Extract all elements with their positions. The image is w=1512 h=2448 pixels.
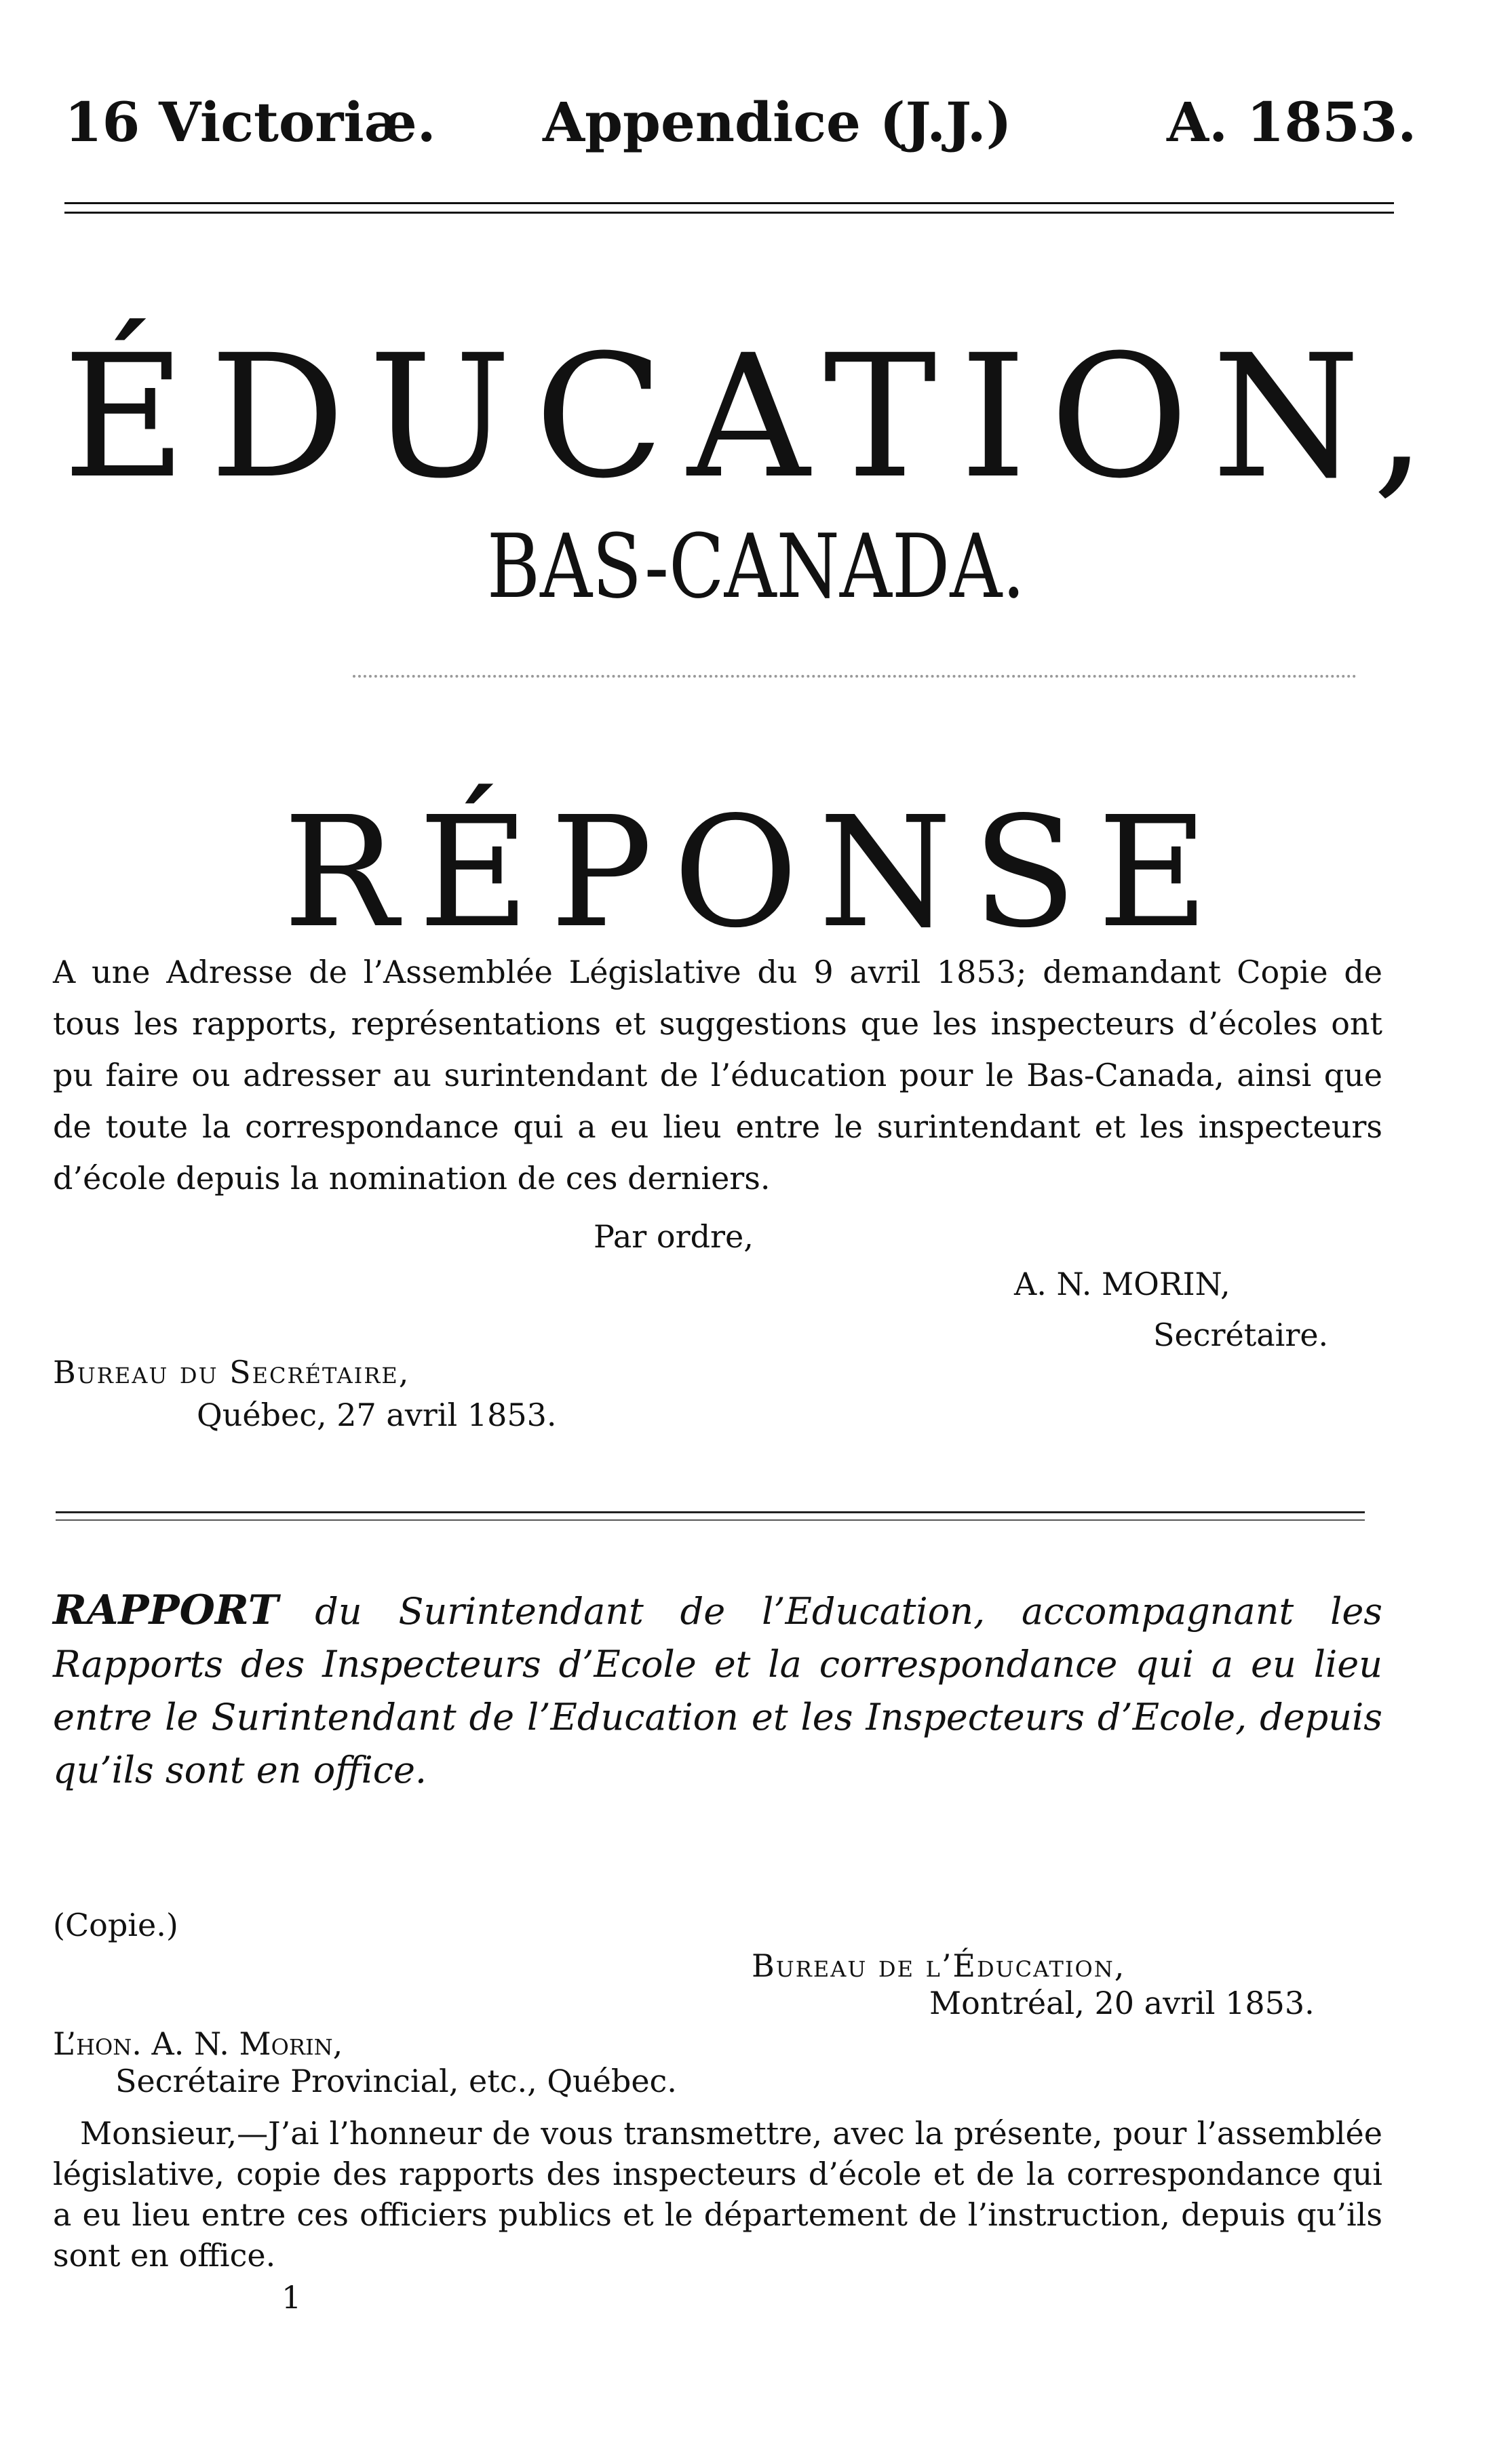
header-session: 16 Victoriæ.	[64, 90, 436, 154]
dotted-divider	[353, 675, 1357, 678]
secretaire-place-date: Québec, 27 avril 1853.	[197, 1397, 557, 1433]
title-reponse: RÉPONSE	[283, 784, 1229, 962]
letter-body-text: Monsieur,—J’ai l’honneur de vous transmettre, avec la présente, pour l’assemblée législative, copie des rapports des inspecteurs d’école et de la correspondance qui a eu lieu entre ces officiers publics et le département de l’instruction, depuis qu’ils sont en office.	[53, 2115, 1382, 2274]
rapport-lead: RAPPORT	[53, 1587, 279, 1634]
letter-place-date: Montréal, 20 avril 1853.	[929, 1985, 1315, 2021]
letter-body	[53, 2113, 1382, 2276]
rapport-heading	[53, 1584, 1382, 1797]
header-rule-top	[64, 202, 1394, 204]
copie-label: (Copie.)	[53, 1907, 178, 1943]
signatory-name: A. N. MORIN,	[1014, 1266, 1230, 1302]
header-appendix: Appendice (J.J.)	[543, 90, 1012, 154]
page-number: 1	[282, 2279, 302, 2316]
rapport-text: du Surintendant de l’Education, accompagnant les Rapports des Inspecteurs d’Ecole et la correspondance qui a eu lieu entre le Surintendant de l’Education et les Inspecteurs d’Ecole, depuis qu’ils sont en office.	[53, 1590, 1383, 1791]
header-year: A. 1853.	[1167, 90, 1417, 154]
addressee-name: L’hon. A. N. Morin,	[53, 2025, 343, 2062]
section-rule-2	[56, 1519, 1365, 1521]
title-education: ÉDUCATION,	[62, 318, 1450, 516]
addressee-title: Secrétaire Provincial, etc., Québec.	[115, 2063, 677, 2099]
section-rule-1	[56, 1511, 1365, 1513]
bureau-secretaire: Bureau du Secrétaire,	[53, 1354, 410, 1391]
signatory-role: Secrétaire.	[1153, 1317, 1329, 1353]
bureau-education: Bureau de l’Éducation,	[752, 1947, 1126, 1984]
title-bas-canada: BAS-CANADA.	[486, 515, 1026, 618]
header-rule-bottom	[64, 212, 1394, 214]
reponse-paragraph: A une Adresse de l’Assemblée Législative du 9 avril 1853; demandant Copie de tous les rapports, représentations et suggestions que les inspecteurs d’écoles ont pu faire ou adresser au surintendant de l’éducation pour le Bas-Canada, ainsi que de toute la correspondance qui a eu lieu entre le surintendant et les inspecteurs d’école depuis la nomination de ces derniers.	[53, 954, 1382, 1197]
par-ordre: Par ordre,	[594, 1218, 754, 1255]
